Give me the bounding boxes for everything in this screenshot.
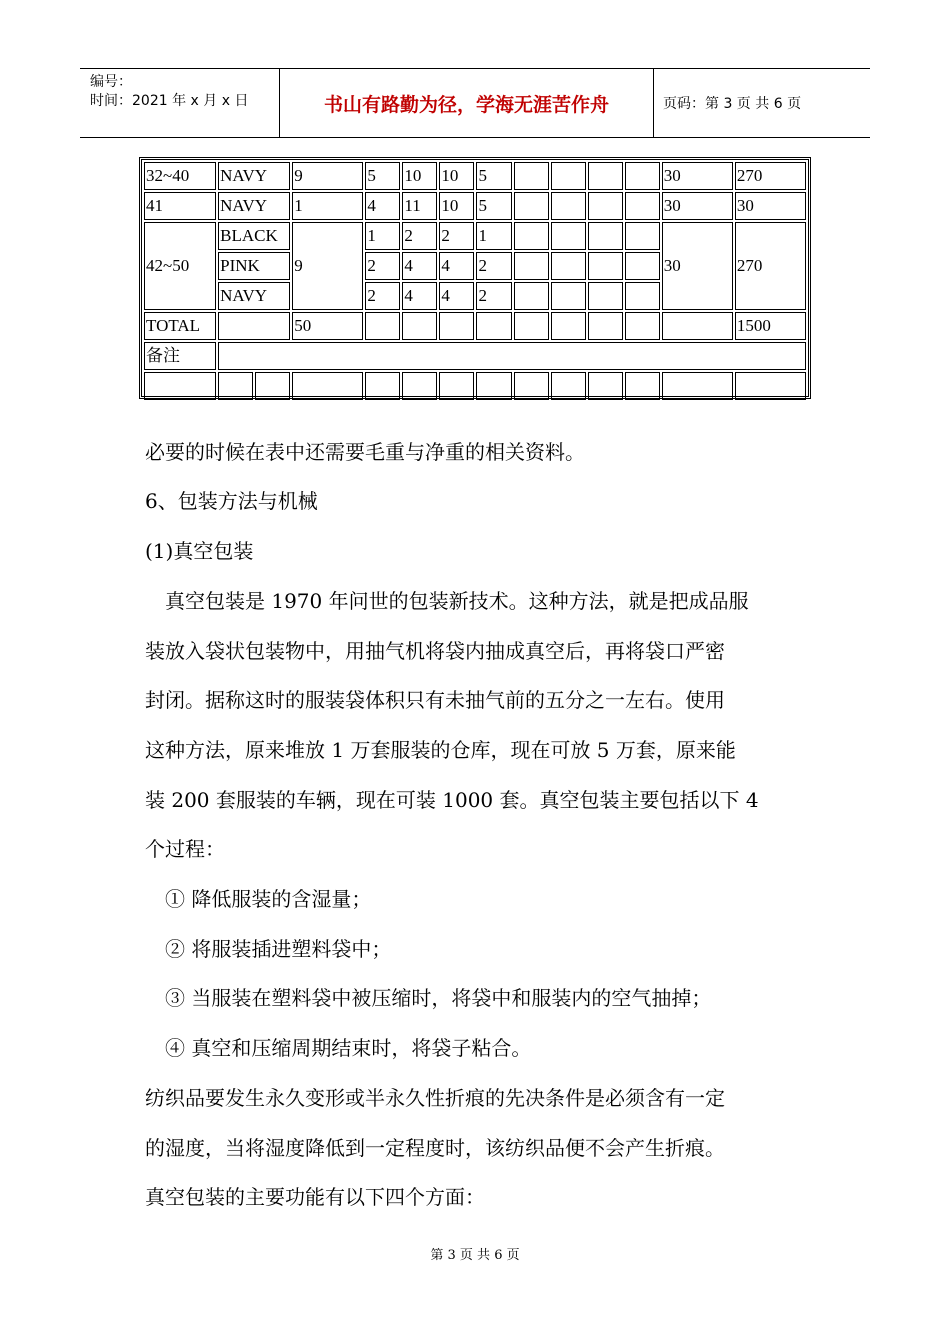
empty-cell <box>625 192 660 220</box>
empty-cell <box>292 372 363 400</box>
empty-cell <box>514 282 549 310</box>
packing-table <box>139 157 811 399</box>
size-qty-cell: 11 <box>402 192 437 220</box>
paragraph-line: 装放入袋状包装物中，用抽气机将袋内抽成真空后，再将袋口严密 <box>145 639 725 663</box>
empty-cell <box>625 162 660 190</box>
total-cell: 270 <box>735 162 806 190</box>
empty-cell <box>588 282 623 310</box>
size-qty-cell: 1 <box>365 222 400 250</box>
list-item: ② 将服装插进塑料袋中； <box>165 937 392 961</box>
size-qty-cell: 4 <box>402 282 437 310</box>
qty-cell: 9 <box>292 162 363 190</box>
empty-cell <box>588 192 623 220</box>
size-qty-cell: 5 <box>365 162 400 190</box>
total-label-cell: TOTAL <box>144 312 216 340</box>
empty-cell <box>588 372 623 400</box>
size-qty-cell: 2 <box>439 222 474 250</box>
total-cell: 30 <box>735 192 806 220</box>
empty-cell <box>662 372 733 400</box>
empty-cell <box>218 372 253 400</box>
size-qty-cell: 2 <box>365 252 400 280</box>
empty-cell <box>514 252 549 280</box>
empty-cell <box>625 372 660 400</box>
empty-cell <box>514 222 549 250</box>
paragraph-line: 真空包装的主要功能有以下四个方面： <box>145 1185 485 1209</box>
size-qty-cell: 2 <box>402 222 437 250</box>
empty-cell <box>255 372 290 400</box>
boxes-cell: 30 <box>662 162 733 190</box>
empty-cell <box>625 282 660 310</box>
paragraph-line: 封闭。据称这时的服装袋体积只有未抽气前的五分之一左右。使用 <box>145 688 725 712</box>
empty-cell <box>365 372 400 400</box>
number-label: 编号： <box>90 74 132 90</box>
empty-cell <box>551 192 586 220</box>
empty-cell <box>551 162 586 190</box>
empty-cell <box>218 312 290 340</box>
size-qty-cell: 4 <box>439 252 474 280</box>
empty-cell <box>144 372 216 400</box>
empty-cell <box>551 312 586 340</box>
empty-cell <box>514 312 549 340</box>
empty-cell <box>551 282 586 310</box>
time-label: 时间：2021 年 x 月 x 日 <box>90 93 249 109</box>
table-row <box>144 162 806 190</box>
table-row <box>144 312 806 340</box>
size-qty-cell: 10 <box>402 162 437 190</box>
empty-cell <box>588 162 623 190</box>
paragraph-line: 个过程： <box>145 837 225 861</box>
qty-cell: 1 <box>292 192 363 220</box>
color-cell: NAVY <box>218 192 290 220</box>
size-qty-cell: 4 <box>402 252 437 280</box>
paragraph: 必要的时候在表中还需要毛重与净重的相关资料。 <box>145 440 585 464</box>
table-row <box>144 372 806 400</box>
color-cell: NAVY <box>218 282 290 310</box>
empty-cell <box>588 312 623 340</box>
size-cell: 41 <box>144 192 216 220</box>
color-cell: BLACK <box>218 222 290 250</box>
boxes-cell: 30 <box>662 222 733 310</box>
empty-cell <box>439 312 474 340</box>
empty-cell <box>625 312 660 340</box>
size-qty-cell: 4 <box>365 192 400 220</box>
empty-cell <box>514 192 549 220</box>
paragraph-line: 纺织品要发生永久变形或半永久性折痕的先决条件是必须含有一定 <box>145 1086 725 1110</box>
empty-cell <box>735 372 806 400</box>
color-cell: PINK <box>218 252 290 280</box>
size-qty-cell: 10 <box>439 192 474 220</box>
paragraph-line: 的湿度，当将湿度降低到一定程度时，该纺织品便不会产生折痕。 <box>145 1136 725 1160</box>
empty-cell <box>402 312 437 340</box>
paragraph-line: 装 200 套服装的车辆，现在可装 1000 套。真空包装主要包括以下 4 <box>145 788 759 812</box>
total-cell: 270 <box>735 222 806 310</box>
section-heading: 6、包装方法与机械 <box>145 489 318 513</box>
empty-cell <box>514 162 549 190</box>
page-footer: 第 3 页 共 6 页 <box>430 1248 520 1263</box>
header-motto: 书山有路勤为径，学海无涯苦作舟 <box>280 69 654 137</box>
empty-cell <box>476 372 511 400</box>
paragraph-line: 这种方法，原来堆放 1 万套服装的仓库，现在可放 5 万套，原来能 <box>145 738 736 762</box>
header-meta <box>80 69 280 137</box>
subsection-heading: (1)真空包装 <box>145 539 254 563</box>
list-item: ① 降低服装的含湿量； <box>165 887 372 911</box>
size-qty-cell: 10 <box>439 162 474 190</box>
size-qty-cell: 1 <box>476 222 511 250</box>
table-row <box>144 192 806 220</box>
empty-cell <box>588 222 623 250</box>
remark-label-cell: 备注 <box>144 342 216 370</box>
size-qty-cell: 4 <box>439 282 474 310</box>
size-qty-cell: 2 <box>365 282 400 310</box>
list-item: ③ 当服装在塑料袋中被压缩时，将袋中和服装内的空气抽掉； <box>165 986 712 1010</box>
size-qty-cell: 2 <box>476 282 511 310</box>
empty-cell <box>402 372 437 400</box>
size-cell: 42~50 <box>144 222 216 310</box>
empty-cell <box>588 252 623 280</box>
empty-cell <box>476 312 511 340</box>
remark-cell <box>218 342 806 370</box>
empty-cell <box>662 312 733 340</box>
total-qty-cell: 50 <box>292 312 363 340</box>
qty-cell: 9 <box>292 222 363 310</box>
page-header <box>80 68 870 138</box>
empty-cell <box>551 372 586 400</box>
color-cell: NAVY <box>218 162 290 190</box>
empty-cell <box>365 312 400 340</box>
size-qty-cell: 5 <box>476 162 511 190</box>
empty-cell <box>439 372 474 400</box>
boxes-cell: 30 <box>662 192 733 220</box>
grand-total-cell: 1500 <box>735 312 806 340</box>
table-row <box>144 342 806 370</box>
empty-cell <box>625 222 660 250</box>
empty-cell <box>625 252 660 280</box>
paragraph-line: 真空包装是 1970 年问世的包装新技术。这种方法，就是把成品服 <box>145 589 749 613</box>
size-qty-cell: 2 <box>476 252 511 280</box>
empty-cell <box>514 372 549 400</box>
header-page-info: 页码：第 3 页 共 6 页 <box>663 96 802 112</box>
table-row <box>144 222 806 250</box>
empty-cell <box>551 222 586 250</box>
size-qty-cell: 5 <box>476 192 511 220</box>
list-item: ④ 真空和压缩周期结束时，将袋子粘合。 <box>165 1036 532 1060</box>
size-cell: 32~40 <box>144 162 216 190</box>
empty-cell <box>551 252 586 280</box>
